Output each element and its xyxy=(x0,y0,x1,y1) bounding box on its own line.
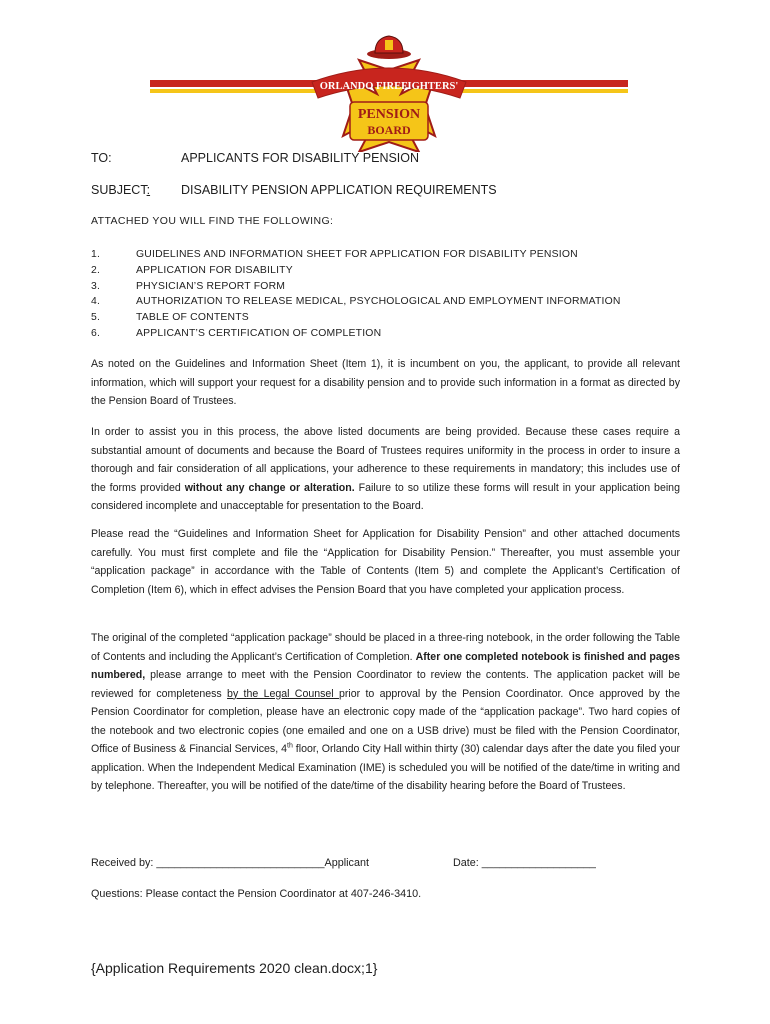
subject-label-wrap xyxy=(91,183,150,197)
logo-stripe-red-left xyxy=(150,80,320,87)
list-item-text: APPLICANT’S CERTIFICATION OF COMPLETION xyxy=(136,327,382,339)
p4-underline: by the Legal Counsel xyxy=(227,687,339,700)
list-item-text: AUTHORIZATION TO RELEASE MEDICAL, PSYCHOLOGICAL AND EMPLOYMENT INFORMATION xyxy=(136,296,621,308)
logo-line2: PENSION xyxy=(357,107,421,122)
firefighter-helmet-icon xyxy=(367,36,411,59)
list-item xyxy=(91,247,651,263)
list-item-number: 1. xyxy=(91,249,101,260)
date-line: Date: ___________________ xyxy=(453,857,596,869)
p2-part-c: Failure to so utilize these forms will result in your application being considered incomplete and unacceptable for presentation to the Board. xyxy=(91,481,680,512)
p4-superscript: th xyxy=(287,742,293,750)
subject-label: SUBJECT xyxy=(91,183,147,197)
subject-value: DISABILITY PENSION APPLICATION REQUIREMENTS xyxy=(181,183,497,197)
p4-part-a: The original of the completed “application package” should be placed in a three-ring notebook, in the order following the Table of Contents and including the Applicant’s Certification of Completion. xyxy=(91,632,680,663)
list-item xyxy=(91,310,651,326)
attached-heading: ATTACHED YOU WILL FIND THE FOLLOWING: xyxy=(91,215,334,227)
list-item-text: APPLICATION FOR DISABILITY xyxy=(136,264,293,276)
list-item xyxy=(91,263,651,279)
list-item-number: 6. xyxy=(91,327,101,339)
list-item-number: 2. xyxy=(91,264,101,276)
p2-part-a: In order to assist you in this process, the above listed documents are being provided. Because these cases require a substantial amount of documents and because the Board of Trustees requires uniformity in the process in order to insure a thorough and fair consideration of all applications, your adherence to these requirements in mandatory; this includes use of the forms provided xyxy=(91,426,680,494)
subject-colon: : xyxy=(146,183,151,197)
p2-bold: without any change or alteration. xyxy=(184,481,355,494)
list-item xyxy=(91,326,651,342)
questions-contact: Questions: Please contact the Pension Coordinator at 407-246-3410. xyxy=(91,888,422,900)
p4-part-e: prior to approval by the Pension Coordinator. Once approved by the Pension Coordinator for completion, please have an electronic copy made of the “application package”. Two hard copies of the notebook and two electronic copies (one emailed and one on a USB drive) must be filed with the Pension Coordinator, Office of Business & Financial Services, 4 xyxy=(91,687,680,755)
logo-stripe-red-right xyxy=(458,80,628,87)
list-item-number: 4. xyxy=(91,296,101,308)
paragraph-guidelines: As noted on the Guidelines and Information Sheet (Item 1), it is incumbent on you, the applicant, to provide all relevant information, which will support your request for a disability pension and to provide such information in a format as directed by the Pension Board of Trustees. xyxy=(91,358,680,407)
list-item-text: PHYSICIAN’S REPORT FORM xyxy=(136,280,286,292)
pension-board-logo xyxy=(150,34,628,152)
logo-line3: BOARD xyxy=(367,123,411,137)
list-item xyxy=(91,279,651,295)
logo-stripe-gold-right xyxy=(458,89,628,93)
received-by-line: Received by: ____________________________Applicant xyxy=(91,857,369,869)
p4-part-c: please arrange to meet with the Pension Coordinator to review the contents. The application packet will be reviewed for completeness xyxy=(91,669,680,700)
to-value: APPLICANTS FOR DISABILITY PENSION xyxy=(181,151,420,165)
paragraph-notebook xyxy=(91,629,680,796)
logo-stripe-gold-left xyxy=(150,89,320,93)
paragraph-read-guidelines: Please read the “Guidelines and Information Sheet for Application for Disability Pension” and other attached documents carefully. You must first complete and file the “Application for Disability Pension.” Thereafter, you must assemble your “application package” in accordance with the Table of Contents (Item 5) and complete the Applicant’s Certification of Completion (Item 6), which in effect advises the Pension Board that you have completed your application process. xyxy=(91,528,680,596)
list-item-text: GUIDELINES AND INFORMATION SHEET FOR APPLICATION FOR DISABILITY PENSION xyxy=(136,249,578,260)
logo-line1: ORLANDO FIREFIGHTERS' xyxy=(319,81,459,92)
document-filename: {Application Requirements 2020 clean.docx;1} xyxy=(91,960,378,976)
list-item-number: 5. xyxy=(91,312,101,324)
p4-part-f: floor, Orlando City Hall within thirty (30) calendar days after the date you filed your application. When the Independent Medical Examination (IME) is scheduled you will be notified of the date/time in writing and by telephone. Thereafter, you will be notified of the date/time of the disability hearing before the Board of Trustees. xyxy=(91,743,680,792)
list-item xyxy=(91,294,651,310)
p4-bold: After one completed notebook is finished and pages numbered, xyxy=(91,650,680,681)
list-item-text: TABLE OF CONTENTS xyxy=(136,312,249,324)
to-label: TO: xyxy=(91,151,112,165)
paragraph-assist xyxy=(91,423,680,516)
enclosure-list xyxy=(91,247,651,342)
list-item-number: 3. xyxy=(91,280,101,292)
